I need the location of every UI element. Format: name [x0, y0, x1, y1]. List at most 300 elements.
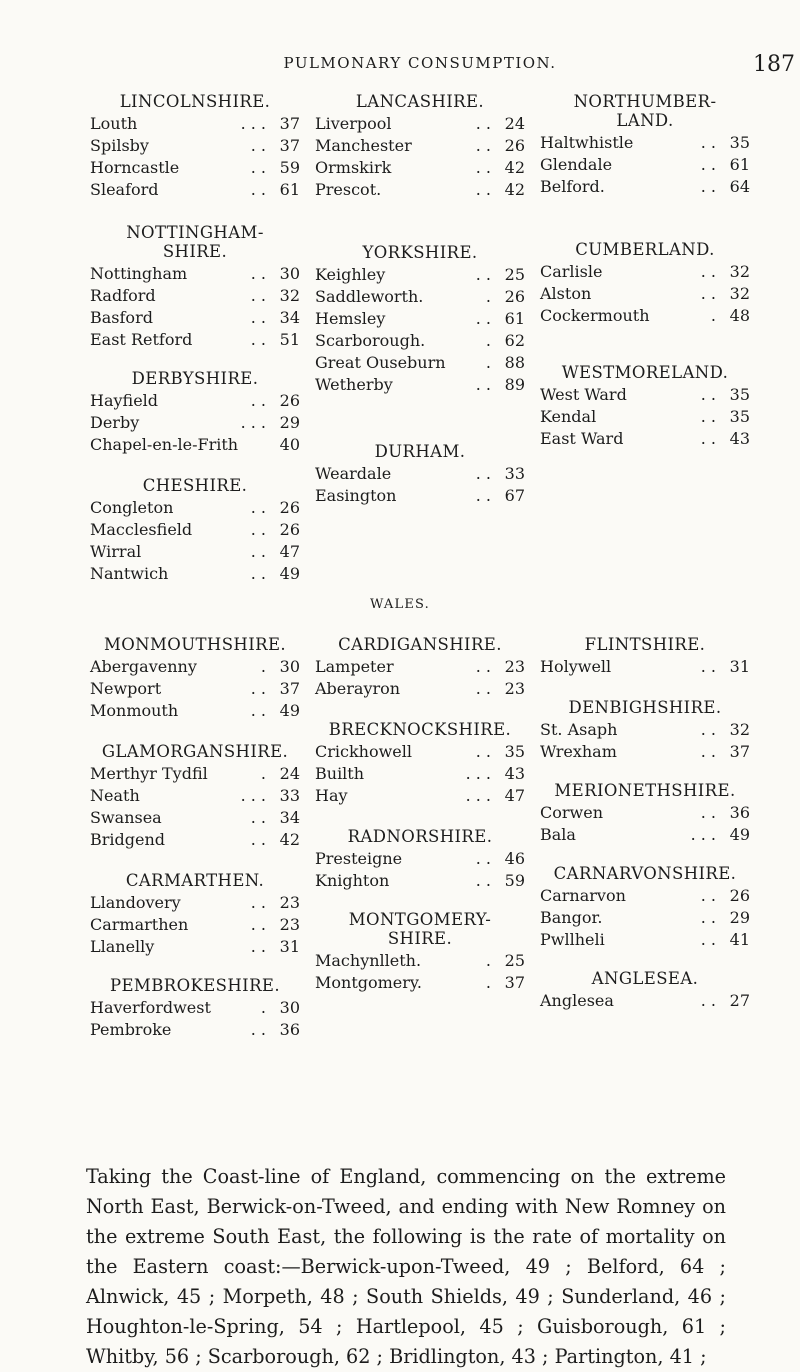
mortality-rate: 89 — [504, 375, 525, 394]
district-row — [540, 990, 750, 1012]
district-row — [315, 157, 525, 179]
district-name: Ormskirk — [315, 158, 392, 177]
district-row — [90, 892, 300, 914]
leader-dots: . . — [700, 429, 716, 448]
leader-dots: . . . — [240, 413, 266, 432]
leader-dots: . . — [700, 284, 716, 303]
mortality-rate: 29 — [729, 908, 750, 927]
district-name: Llanelly — [90, 937, 155, 956]
leader-dots: . . — [250, 308, 266, 327]
district-name: Bangor. — [540, 908, 603, 927]
district-name: Anglesea — [540, 991, 614, 1010]
leader-dots: . — [485, 353, 491, 372]
district-name: Scarborough. — [315, 331, 426, 350]
mortality-rate: 25 — [504, 951, 525, 970]
mortality-rate: 35 — [729, 133, 750, 152]
leader-dots: . . — [250, 180, 266, 199]
county-section — [540, 363, 750, 450]
district-name: Louth — [90, 114, 138, 133]
leader-dots: . . — [700, 657, 716, 676]
mortality-rate: 43 — [729, 429, 750, 448]
england-column-2 — [315, 92, 525, 507]
leader-dots: . . — [700, 930, 716, 949]
leader-dots: . . — [700, 991, 716, 1010]
county-heading: CARDIGANSHIRE. — [338, 635, 502, 654]
district-row — [315, 656, 525, 678]
page-number: 187 — [753, 52, 795, 77]
district-name: Crickhowell — [315, 742, 412, 761]
district-name: Alston — [540, 284, 592, 303]
district-row — [90, 135, 300, 157]
mortality-rate: 34 — [279, 308, 300, 327]
district-row — [90, 936, 300, 958]
mortality-rate: 37 — [729, 742, 750, 761]
district-row — [315, 763, 525, 785]
leader-dots: . . — [475, 679, 491, 698]
england-column-3 — [540, 92, 750, 450]
district-name: Keighley — [315, 265, 386, 284]
mortality-rate: 30 — [279, 264, 300, 283]
county-section — [315, 827, 525, 892]
county-heading: FLINTSHIRE. — [584, 635, 706, 654]
mortality-rate: 25 — [504, 265, 525, 284]
mortality-rate: 40 — [279, 435, 300, 454]
district-row — [315, 870, 525, 892]
county-section — [315, 720, 525, 807]
leader-dots: . . — [700, 385, 716, 404]
mortality-rate: 43 — [504, 764, 525, 783]
leader-dots: . . — [700, 262, 716, 281]
leader-dots: . . — [700, 155, 716, 174]
mortality-rate: 59 — [504, 871, 525, 890]
county-section — [90, 369, 300, 456]
district-row — [540, 656, 750, 678]
district-row — [540, 261, 750, 283]
district-row — [90, 829, 300, 851]
district-name: Belford. — [540, 177, 605, 196]
district-name: Llandovery — [90, 893, 181, 912]
leader-dots: . . — [700, 720, 716, 739]
district-name: Macclesfield — [90, 520, 193, 539]
district-row — [315, 463, 525, 485]
county-heading: NOTTINGHAM- SHIRE. — [126, 223, 264, 261]
district-row — [315, 352, 525, 374]
district-name: Lampeter — [315, 657, 394, 676]
county-heading: WESTMORELAND. — [561, 363, 729, 382]
mortality-rate: 61 — [504, 309, 525, 328]
district-row — [315, 113, 525, 135]
county-section — [315, 243, 525, 396]
mortality-rate: 64 — [729, 177, 750, 196]
district-name: Monmouth — [90, 701, 179, 720]
district-row — [540, 802, 750, 824]
county-section — [540, 240, 750, 327]
county-heading: GLAMORGANSHIRE. — [101, 742, 289, 761]
leader-dots: . . — [250, 286, 266, 305]
district-row — [315, 330, 525, 352]
mortality-rate: 59 — [279, 158, 300, 177]
leader-dots: . . — [700, 742, 716, 761]
mortality-rate: 27 — [729, 991, 750, 1010]
district-name: East Ward — [540, 429, 624, 448]
district-row — [540, 929, 750, 951]
leader-dots: . . — [700, 803, 716, 822]
leader-dots: . . . — [465, 764, 491, 783]
wales-column-1 — [90, 635, 300, 1041]
leader-dots: . . — [250, 564, 266, 583]
mortality-rate: 61 — [729, 155, 750, 174]
district-name: East Retford — [90, 330, 193, 349]
county-section — [315, 92, 525, 201]
district-row — [90, 541, 300, 563]
district-row — [540, 428, 750, 450]
leader-dots: . . — [250, 158, 266, 177]
district-name: Wrexham — [540, 742, 617, 761]
district-row — [90, 113, 300, 135]
district-row — [90, 263, 300, 285]
district-row — [90, 785, 300, 807]
leader-dots: . — [260, 657, 266, 676]
mortality-rate: 32 — [729, 284, 750, 303]
county-section — [540, 864, 750, 951]
district-name: Nantwich — [90, 564, 169, 583]
county-section — [90, 742, 300, 851]
district-name: Carmarthen — [90, 915, 189, 934]
district-row — [90, 307, 300, 329]
district-name: Haltwhistle — [540, 133, 634, 152]
mortality-rate: 31 — [279, 937, 300, 956]
district-name: Hemsley — [315, 309, 386, 328]
district-row — [90, 412, 300, 434]
mortality-rate: 24 — [279, 764, 300, 783]
mortality-rate: 67 — [504, 486, 525, 505]
district-row — [90, 763, 300, 785]
district-name: Wirral — [90, 542, 142, 561]
mortality-rate: 23 — [279, 893, 300, 912]
district-row — [540, 154, 750, 176]
district-name: Machynlleth. — [315, 951, 422, 970]
district-name: Cockermouth — [540, 306, 650, 325]
county-section — [540, 635, 750, 678]
county-heading: MERIONETHSHIRE. — [554, 781, 736, 800]
district-name: Radford — [90, 286, 156, 305]
district-name: Montgomery. — [315, 973, 422, 992]
district-row — [90, 179, 300, 201]
leader-dots: . . — [475, 849, 491, 868]
county-section — [90, 92, 300, 201]
mortality-rate: 41 — [729, 930, 750, 949]
district-row — [90, 563, 300, 585]
leader-dots: . . — [250, 937, 266, 956]
district-row — [90, 497, 300, 519]
mortality-rate: 23 — [504, 657, 525, 676]
district-name: Corwen — [540, 803, 603, 822]
district-row — [90, 678, 300, 700]
mortality-rate: 32 — [279, 286, 300, 305]
mortality-rate: 88 — [504, 353, 525, 372]
leader-dots: . . — [475, 180, 491, 199]
district-row — [90, 997, 300, 1019]
county-heading: MONTGOMERY- SHIRE. — [348, 910, 492, 948]
mortality-rate: 26 — [279, 520, 300, 539]
leader-dots: . . — [475, 871, 491, 890]
county-heading: MONMOUTHSHIRE. — [103, 635, 287, 654]
leader-dots: . — [485, 951, 491, 970]
leader-dots: . . — [250, 893, 266, 912]
district-row — [315, 972, 525, 994]
mortality-rate: 33 — [279, 786, 300, 805]
district-row — [540, 824, 750, 846]
mortality-rate: 49 — [729, 825, 750, 844]
district-name: Swansea — [90, 808, 162, 827]
wales-column-3 — [540, 635, 750, 1012]
leader-dots: . . — [250, 542, 266, 561]
district-row — [315, 264, 525, 286]
district-row — [540, 384, 750, 406]
district-name: St. Asaph — [540, 720, 618, 739]
district-name: Hay — [315, 786, 348, 805]
district-row — [90, 390, 300, 412]
wales-title: WALES. — [370, 597, 430, 612]
county-section — [315, 442, 525, 507]
district-row — [315, 374, 525, 396]
mortality-rate: 26 — [729, 886, 750, 905]
mortality-rate: 35 — [729, 385, 750, 404]
leader-dots: . . — [700, 133, 716, 152]
mortality-rate: 37 — [504, 973, 525, 992]
district-row — [90, 519, 300, 541]
leader-dots: . . — [700, 886, 716, 905]
district-row — [315, 678, 525, 700]
mortality-rate: 33 — [504, 464, 525, 483]
county-heading: LINCOLNSHIRE. — [119, 92, 271, 111]
county-heading: DURHAM. — [374, 442, 466, 461]
mortality-rate: 37 — [279, 114, 300, 133]
county-heading: CARNARVONSHIRE. — [553, 864, 737, 883]
county-heading: DERBYSHIRE. — [131, 369, 259, 388]
district-name: Saddleworth. — [315, 287, 424, 306]
leader-dots: . . — [250, 264, 266, 283]
mortality-rate: 30 — [279, 657, 300, 676]
county-section — [540, 969, 750, 1012]
district-row — [90, 434, 300, 456]
leader-dots: . . . — [465, 786, 491, 805]
district-name: Bridgend — [90, 830, 166, 849]
district-row — [315, 179, 525, 201]
district-name: Congleton — [90, 498, 174, 517]
mortality-rate: 62 — [504, 331, 525, 350]
county-heading: ANGLESEA. — [591, 969, 699, 988]
county-section — [315, 635, 525, 700]
district-row — [540, 719, 750, 741]
district-name: Chapel-en-le-Frith — [90, 435, 239, 454]
district-name: Basford — [90, 308, 153, 327]
mortality-rate: 31 — [729, 657, 750, 676]
county-section — [90, 976, 300, 1041]
mortality-rate: 49 — [279, 701, 300, 720]
county-heading: CUMBERLAND. — [575, 240, 715, 259]
mortality-rate: 42 — [504, 180, 525, 199]
county-section — [315, 910, 525, 994]
mortality-rate: 23 — [279, 915, 300, 934]
county-section — [540, 781, 750, 846]
mortality-rate: 23 — [504, 679, 525, 698]
leader-dots: . — [260, 764, 266, 783]
district-name: Liverpool — [315, 114, 392, 133]
leader-dots — [238, 434, 274, 456]
running-title: PULMONARY CONSUMPTION. — [283, 54, 557, 72]
district-name: Easington — [315, 486, 397, 505]
leader-dots: . . — [250, 136, 266, 155]
county-heading: NORTHUMBER- LAND. — [573, 92, 717, 130]
district-row — [540, 283, 750, 305]
county-heading: YORKSHIRE. — [362, 243, 478, 262]
district-row — [315, 286, 525, 308]
district-name: Haverfordwest — [90, 998, 211, 1017]
leader-dots: . . — [250, 520, 266, 539]
county-heading: BRECKNOCKSHIRE. — [328, 720, 512, 739]
district-name: Carlisle — [540, 262, 603, 281]
district-row — [90, 914, 300, 936]
district-row — [315, 785, 525, 807]
leader-dots: . . — [475, 265, 491, 284]
district-row — [315, 950, 525, 972]
mortality-rate: 35 — [729, 407, 750, 426]
leader-dots: . . — [475, 657, 491, 676]
mortality-rate: 47 — [279, 542, 300, 561]
county-section — [540, 92, 750, 198]
county-heading: LANCASHIRE. — [355, 92, 485, 111]
leader-dots: . . — [475, 375, 491, 394]
district-name: Prescot. — [315, 180, 382, 199]
mortality-rate: 61 — [279, 180, 300, 199]
england-column-1 — [90, 92, 300, 585]
district-name: Horncastle — [90, 158, 180, 177]
county-section — [90, 223, 300, 351]
district-name: Aberayron — [315, 679, 401, 698]
district-name: Hayfield — [90, 391, 159, 410]
county-section — [90, 476, 300, 585]
district-row — [90, 157, 300, 179]
leader-dots: . . — [250, 915, 266, 934]
leader-dots: . . — [250, 808, 266, 827]
district-row — [90, 329, 300, 351]
leader-dots: . . — [475, 464, 491, 483]
district-name: Kendal — [540, 407, 597, 426]
coast-mortality-paragraph: Taking the Coast-line of England, commencing on the extreme North East, Berwick-on-Tweed, and ending with New Romney on the extreme South East, the following is the rate of mortality on the Eastern coast:—Berwick-upon-Tweed, 49 ; Belford, 64 ; Alnwick, 45 ; Morpeth, 48 ; South Shields, 49 ; Sunderland, 46 ; Houghton-le-Spring, 54 ; Hartlepool, 45 ; Guisborough, 61 ; Whitby, 56 ; Scarborough, 62 ; Bridlington, 43 ; Partington, 41 ; — [86, 1165, 726, 1368]
district-row — [540, 176, 750, 198]
district-name: Pembroke — [90, 1020, 172, 1039]
district-row — [90, 1019, 300, 1041]
mortality-rate: 37 — [279, 136, 300, 155]
mortality-rate: 24 — [504, 114, 525, 133]
leader-dots: . . — [250, 330, 266, 349]
district-name: Abergavenny — [90, 657, 197, 676]
district-name: West Ward — [540, 385, 627, 404]
district-name: Holywell — [540, 657, 612, 676]
leader-dots: . . — [475, 158, 491, 177]
district-row — [90, 285, 300, 307]
county-section — [90, 635, 300, 722]
district-name: Merthyr Tydfil — [90, 764, 208, 783]
mortality-rate: 26 — [279, 498, 300, 517]
leader-dots: . . — [475, 309, 491, 328]
leader-dots: . — [485, 973, 491, 992]
mortality-rate: 42 — [504, 158, 525, 177]
mortality-rate: 36 — [279, 1020, 300, 1039]
district-name: Sleaford — [90, 180, 159, 199]
leader-dots: . . — [250, 701, 266, 720]
mortality-rate: 26 — [504, 287, 525, 306]
mortality-rate: 46 — [504, 849, 525, 868]
leader-dots: . . — [700, 908, 716, 927]
mortality-rate: 47 — [504, 786, 525, 805]
leader-dots: . — [710, 306, 716, 325]
mortality-rate: 26 — [504, 136, 525, 155]
district-row — [315, 741, 525, 763]
mortality-rate: 29 — [279, 413, 300, 432]
district-row — [90, 807, 300, 829]
wales-column-2 — [315, 635, 525, 994]
district-name: Presteigne — [315, 849, 403, 868]
county-heading: DENBIGHSHIRE. — [568, 698, 722, 717]
district-row — [315, 135, 525, 157]
leader-dots: . . — [250, 1020, 266, 1039]
district-name: Great Ouseburn — [315, 353, 446, 372]
district-name: Manchester — [315, 136, 412, 155]
district-row — [540, 305, 750, 327]
mortality-rate: 34 — [279, 808, 300, 827]
mortality-rate: 35 — [504, 742, 525, 761]
mortality-rate: 37 — [279, 679, 300, 698]
mortality-rate: 36 — [729, 803, 750, 822]
mortality-rate: 42 — [279, 830, 300, 849]
district-row — [540, 406, 750, 428]
district-name: Weardale — [315, 464, 392, 483]
district-row — [540, 907, 750, 929]
leader-dots: . . — [250, 391, 266, 410]
mortality-rate: 48 — [729, 306, 750, 325]
mortality-rate: 30 — [279, 998, 300, 1017]
leader-dots: . — [260, 998, 266, 1017]
county-heading: RADNORSHIRE. — [347, 827, 493, 846]
leader-dots: . . — [475, 114, 491, 133]
district-row — [540, 741, 750, 763]
district-row — [90, 700, 300, 722]
leader-dots: . . — [250, 679, 266, 698]
district-name: Nottingham — [90, 264, 188, 283]
leader-dots: . . — [475, 136, 491, 155]
leader-dots: . . . — [240, 114, 266, 133]
county-heading: PEMBROKESHIRE. — [109, 976, 280, 995]
county-section — [540, 698, 750, 763]
district-row — [315, 848, 525, 870]
district-name: Carnarvon — [540, 886, 626, 905]
district-name: Pwllheli — [540, 930, 605, 949]
district-row — [90, 656, 300, 678]
mortality-rate: 51 — [279, 330, 300, 349]
leader-dots: . . — [475, 742, 491, 761]
leader-dots: . . . — [690, 825, 716, 844]
district-name: Builth — [315, 764, 365, 783]
leader-dots: . . — [250, 498, 266, 517]
leader-dots: . . — [475, 486, 491, 505]
district-name: Derby — [90, 413, 140, 432]
mortality-rate: 32 — [729, 262, 750, 281]
district-name: Neath — [90, 786, 140, 805]
mortality-rate: 32 — [729, 720, 750, 739]
county-section — [90, 871, 300, 958]
